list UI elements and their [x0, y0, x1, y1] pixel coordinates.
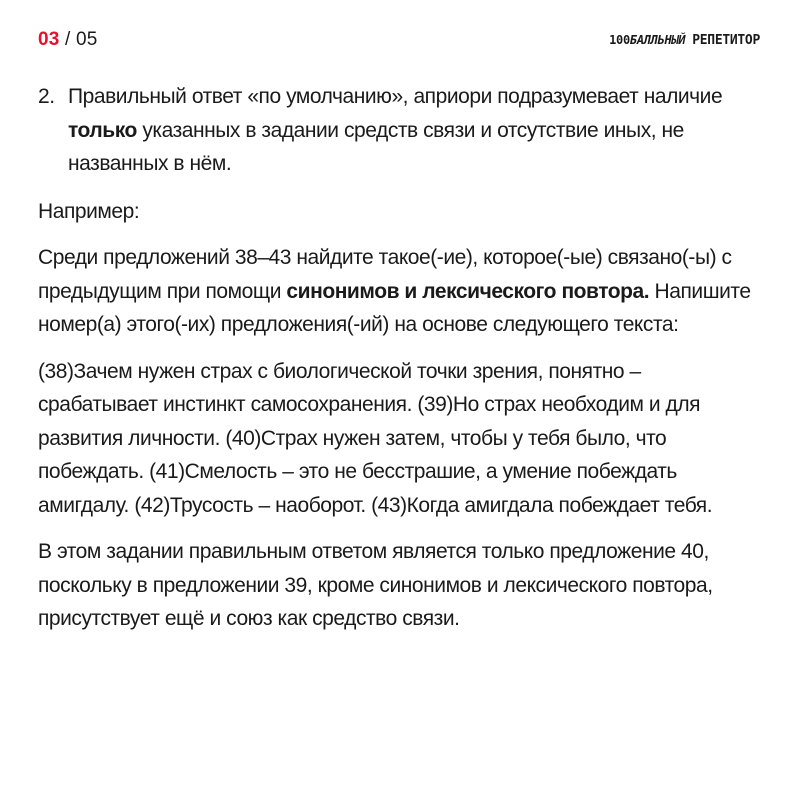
- item-text-start: Правильный ответ «по умолчанию», априори подразумевает наличие: [68, 85, 723, 108]
- conclusion-paragraph: В этом задании правильным ответом является только предложение 40, поскольку в предложении 39, кроме синонимов и лексического повтора, присутствует ещё и союз как средство связи.: [38, 540, 713, 630]
- header: [38, 26, 760, 54]
- source-text-paragraph: (38)Зачем нужен страх с биологической точки зрения, понятно – срабатывает инстинкт самосохранения. (39)Но страх необходим и для развития личности. (40)Страх нужен затем, чтобы у тебя было, что побеждать. (41)Смелость – это не бесстрашие, а умение побеждать амигдалу. (42)Трусость – наоборот. (43)Когда амигдала побеждает тебя.: [38, 359, 713, 517]
- numbered-item: [38, 80, 760, 181]
- task-text-end: Напишите номер(а) этого(-их) предложения(-ий) на основе следующего текста:: [38, 279, 751, 336]
- example-label: Например:: [38, 199, 140, 223]
- item-text: [68, 80, 760, 181]
- task-text-start: Среди предложений 38–43 найдите такое(-ие), которое(-ые) связано(-ы) с предыдущим при помощи: [38, 246, 732, 303]
- page-total: 05: [76, 29, 98, 50]
- item-number: 2.: [38, 85, 55, 108]
- page-counter: [38, 29, 98, 51]
- brand-logo: [609, 33, 760, 48]
- logo-part-word2: РЕПЕТИТОР: [692, 32, 760, 48]
- page-separator: /: [65, 29, 71, 50]
- logo-part-word1: БАЛЛЬНЫЙ: [629, 32, 686, 47]
- task-text-emphasis: синонимов и лексического повтора.: [286, 279, 650, 303]
- logo-part-number: 100: [609, 32, 630, 47]
- main-content: [38, 80, 760, 649]
- task-paragraph: [38, 241, 760, 342]
- page-current: 03: [38, 29, 60, 50]
- item-text-emphasis: только: [68, 118, 137, 142]
- item-text-end: указанных в задании средств связи и отсутствие иных, не названных в нём.: [68, 118, 684, 175]
